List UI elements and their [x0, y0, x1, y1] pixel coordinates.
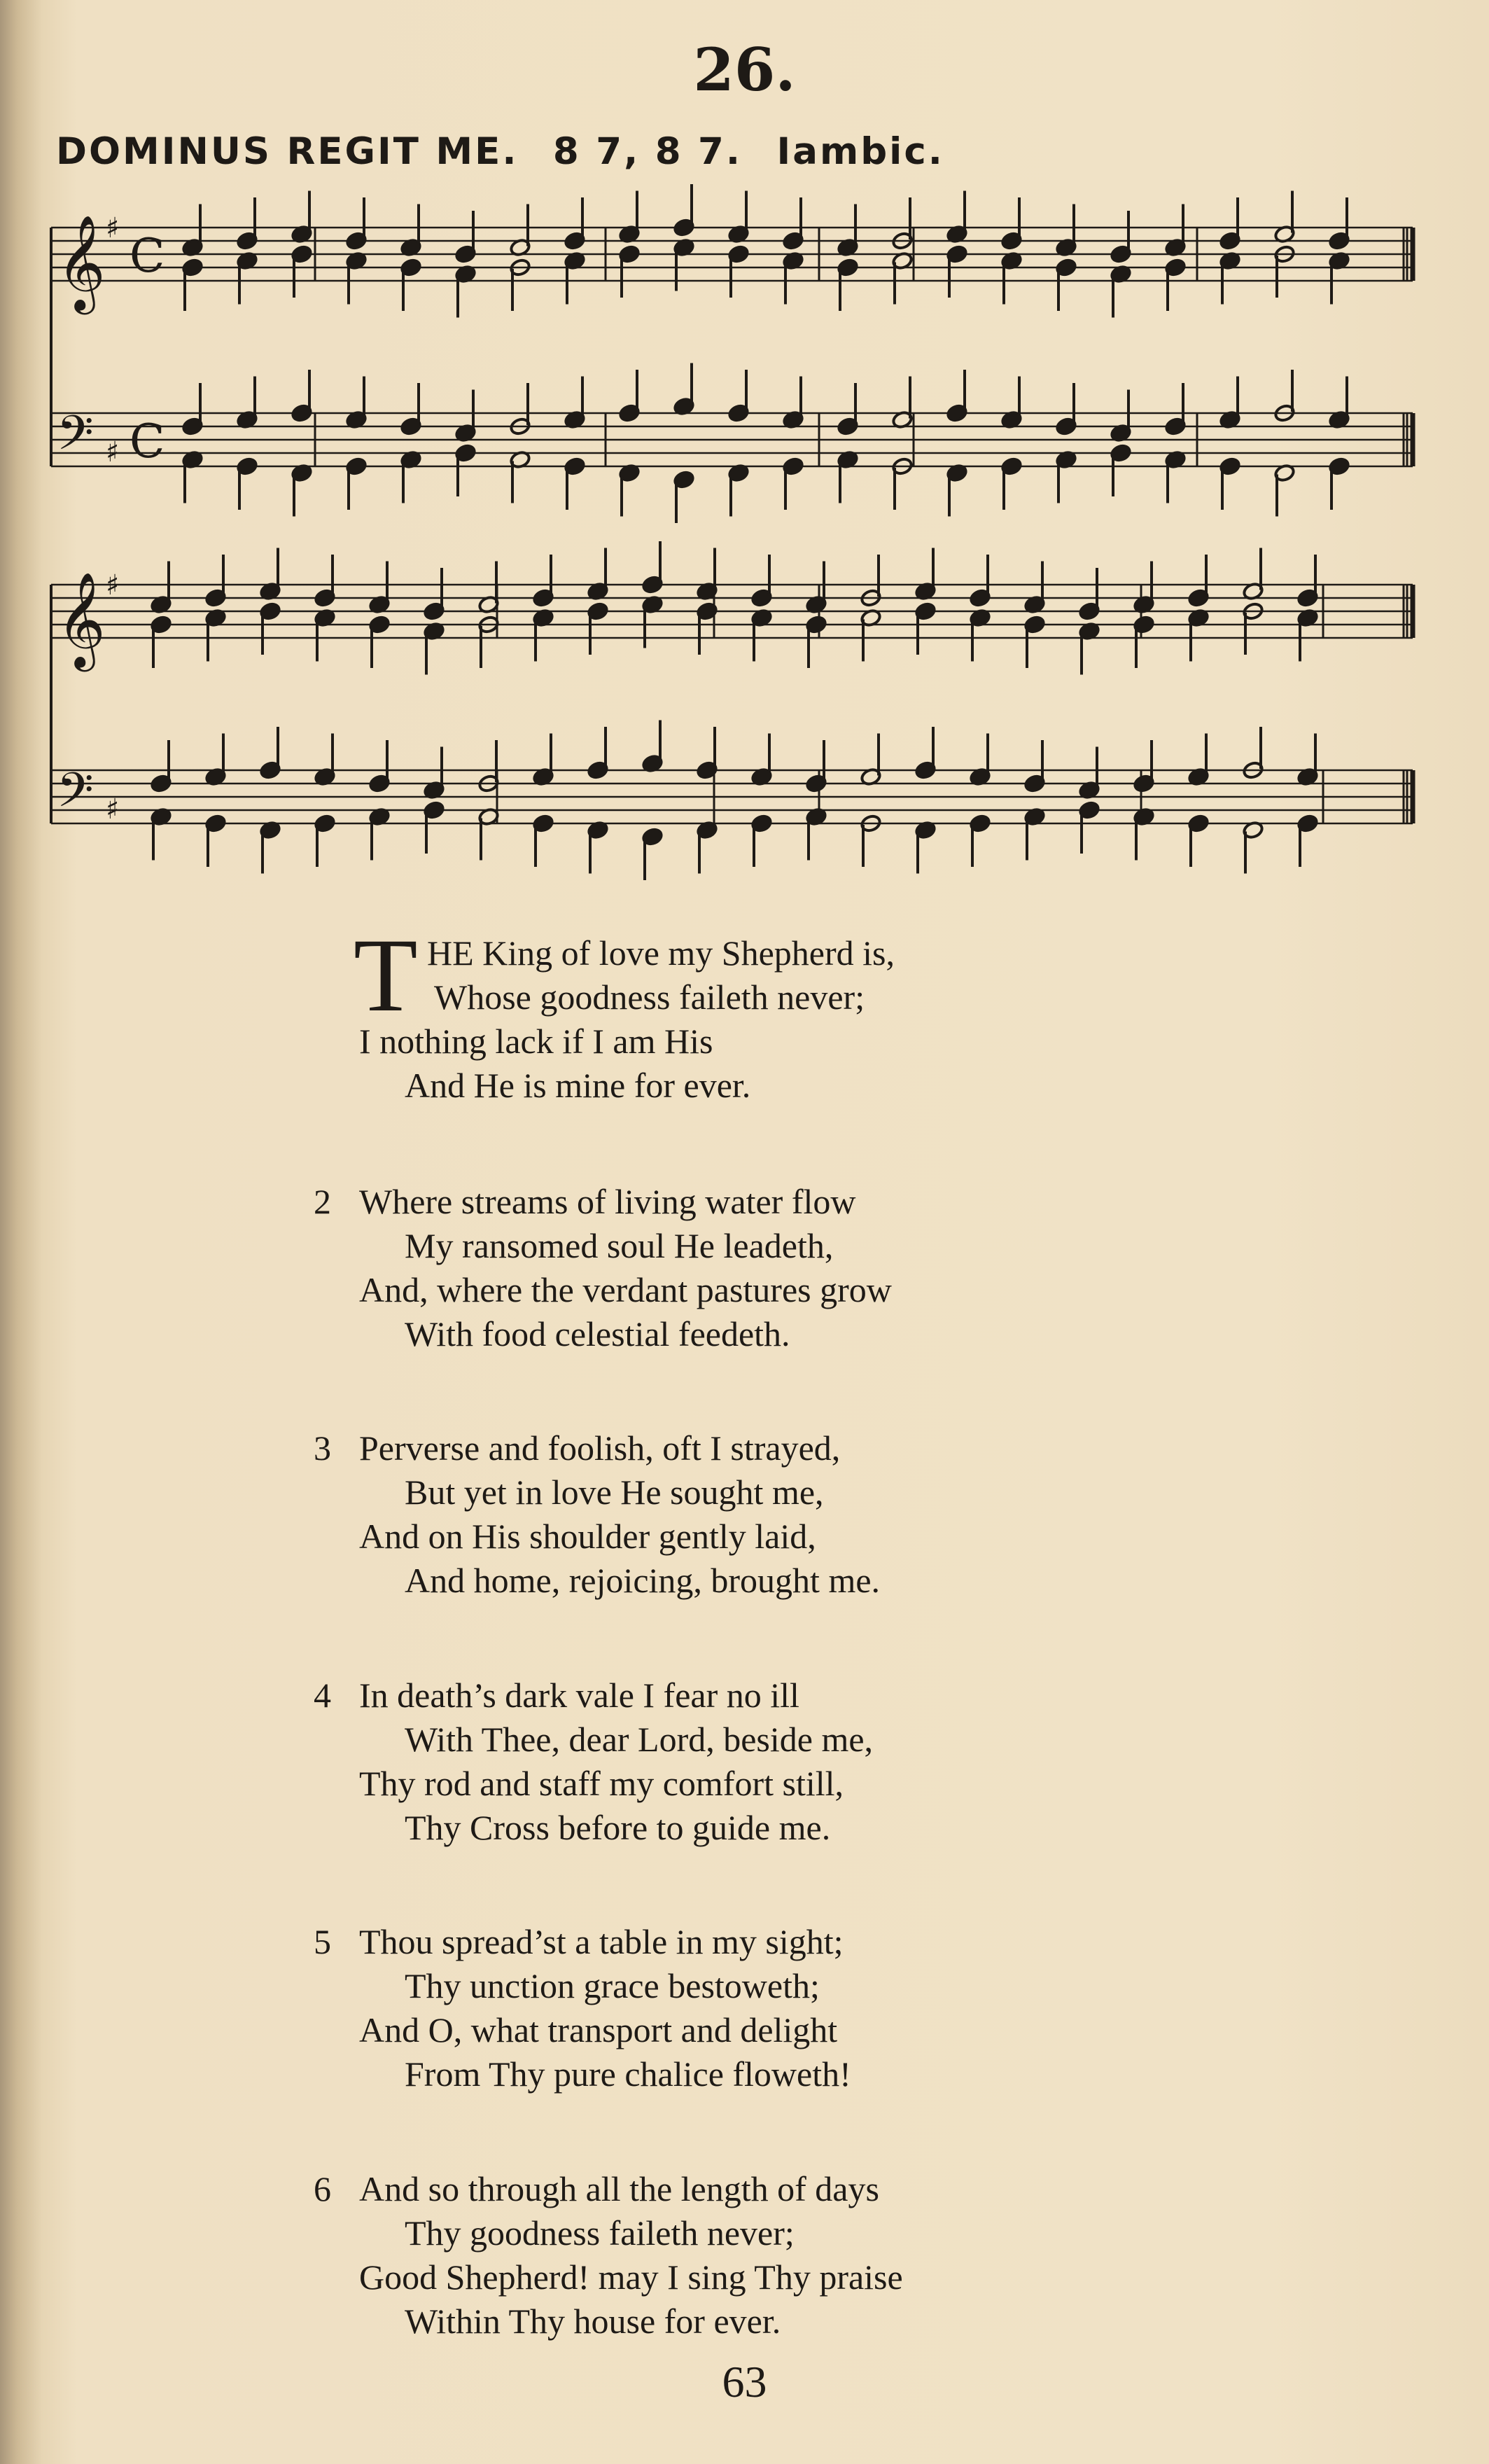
verse-number: 4 — [314, 1676, 331, 1715]
verse-1-dropcap: T — [354, 917, 418, 1033]
verse-number: 3 — [314, 1428, 331, 1468]
verse-line: Whose goodness faileth never; — [434, 977, 865, 1017]
verse-line: In death’s dark vale I fear no ill — [359, 1676, 799, 1715]
verse-line: With Thee, dear Lord, beside me, — [405, 1720, 874, 1759]
key-sharp: ♯ — [106, 436, 120, 468]
verse-line: Thou spread’st a table in my sight; — [359, 1922, 844, 1961]
verse-line: HE King of love my Shepherd is, — [427, 933, 895, 973]
treble-clef: 𝄞 — [57, 571, 106, 667]
verse-line: Thy unction grace bestoweth; — [405, 1966, 820, 2005]
verse-line: With food celestial feedeth. — [405, 1314, 790, 1353]
hymn-number: 26. — [693, 35, 796, 104]
verse-line: And He is mine for ever. — [405, 1066, 751, 1105]
verse-number: 6 — [314, 2169, 331, 2208]
music-score — [0, 0, 1489, 910]
bass-clef: 𝄢 — [57, 763, 94, 830]
verse-number: 5 — [314, 1922, 331, 1961]
verse-line: Thy goodness faileth never; — [405, 2213, 795, 2253]
key-sharp: ♯ — [106, 569, 120, 601]
verse-line: And home, rejoicing, brought me. — [405, 1561, 881, 1600]
verse-line: Thy Cross before to guide me. — [405, 1808, 831, 1847]
verse-line: And O, what transport and delight — [359, 2010, 838, 2049]
bass-clef: 𝄢 — [57, 406, 94, 473]
verse-line: And on His shoulder gently laid, — [359, 1517, 816, 1556]
time-signature: C — [130, 229, 165, 283]
key-sharp: ♯ — [106, 212, 120, 244]
verse-line: And, where the verdant pastures grow — [359, 1270, 892, 1309]
verse-line: My ransomed soul He leadeth, — [405, 1226, 834, 1265]
verse-line: Good Shepherd! may I sing Thy praise — [359, 2257, 903, 2297]
verse-line: From Thy pure chalice floweth! — [405, 2054, 851, 2094]
verse-line: Perverse and foolish, oft I strayed, — [359, 1428, 841, 1468]
tune-meter: 8 7, 8 7. — [552, 130, 743, 173]
key-sharp: ♯ — [106, 793, 120, 826]
verse-number: 2 — [314, 1182, 331, 1221]
verse-line: And so through all the length of days — [359, 2169, 879, 2208]
page-number: 63 — [722, 2357, 767, 2407]
tune-name: DOMINUS REGIT ME. — [56, 130, 519, 173]
treble-clef: 𝄞 — [57, 214, 106, 310]
verse-line: Thy rod and staff my comfort still, — [359, 1764, 844, 1803]
verse-line: But yet in love He sought me, — [405, 1473, 824, 1512]
verse-line: Where streams of living water flow — [359, 1182, 856, 1221]
verse-line: Within Thy house for ever. — [405, 2302, 781, 2341]
time-signature: C — [130, 415, 165, 468]
tune-rhythm: Iambic. — [776, 130, 944, 173]
verse-line: I nothing lack if I am His — [359, 1022, 713, 1061]
